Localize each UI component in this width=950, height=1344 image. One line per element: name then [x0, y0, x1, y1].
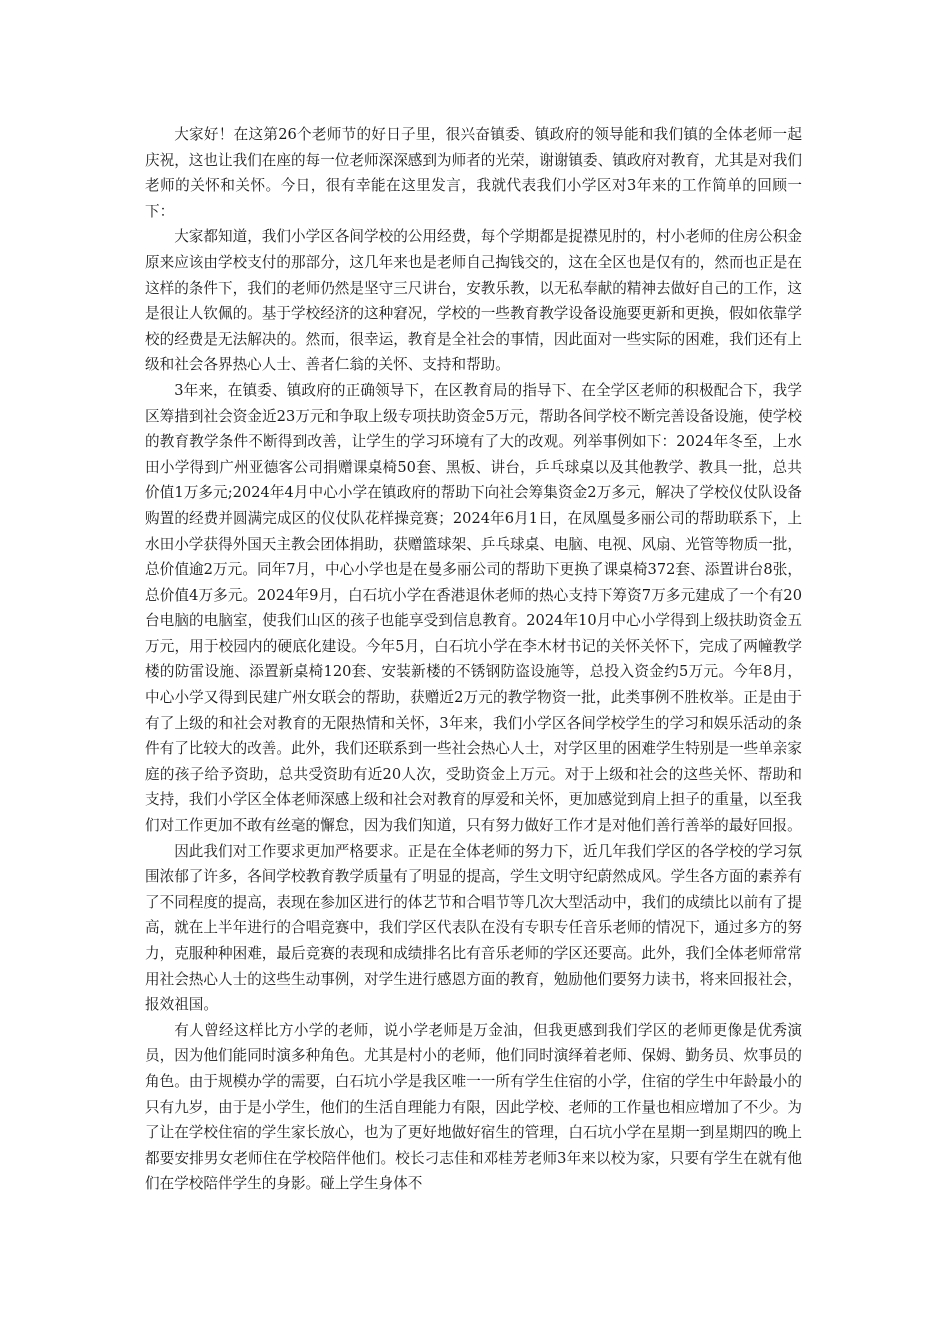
- paragraph-teacher-roles: 有人曾经这样比方小学的老师，说小学老师是万金油，但我更感到我们学区的老师更像是优秀演员，因为他们能同时演多种角色。尤其是村小的老师，他们同时演绎着老师、保姆、勤务员、炊事员的角色。由于规模办学的需要，白石坑小学是我区唯一一所有学生住宿的小学，住宿的学生中年龄最小的只有九岁，由于是小学生，他们的生活自理能力有限，因此学校、老师的工作量也相应增加了不少。为了让在学校住宿的学生家长放心，也为了更好地做好宿生的管理，白石坑小学在星期一到星期四的晚上都要安排男女老师住在学校陪伴他们。校长刁志佳和邓桂芳老师3年来以校为家，只要有学生在就有他们在学校陪伴学生的身影。碰上学生身体不: [145, 1021, 802, 1193]
- paragraph-quality-improvement: 因此我们对工作要求更加严格要求。正是在全体老师的努力下，近几年我们学区的各学校的学习氛围浓郁了许多，各间学校教育教学质量有了明显的提高，学生文明守纪蔚然成风。学生各方面的素养有了不同程度的提高，表现在参加区进行的体艺节和合唱节等几次大型活动中，我们的成绩比以前有了提高，就在上半年进行的合唱竞赛中，我们学区代表队在没有专职专任音乐老师的情况下，通过多方的努力，克服种种困难，最后竞赛的表现和成绩排名比有音乐老师的学区还要高。此外，我们全体老师常常用社会热心人士的这些生动事例，对学生进行感恩方面的教育，勉励他们要努力读书，将来回报社会，报效祖国。: [145, 842, 802, 1014]
- document-body: [145, 122, 802, 1197]
- paragraph-donations-list: 3年来，在镇委、镇政府的正确领导下，在区教育局的指导下、在全学区老师的积极配合下，我学区筹措到社会资金近23万元和争取上级专项扶助资金5万元，帮助各间学校不断完善设备设施，使学校的教育教学条件不断得到改善，让学生的学习环境有了大的改观。列举事例如下：2024年冬至，上水田小学得到广州亚德客公司捐赠课桌椅50套、黑板、讲台，乒乓球桌以及其他教学、教具一批，总共价值1万多元;2024年4月中心小学在镇政府的帮助下向社会筹集资金2万多元，解决了学校仪仗队设备购置的经费并圆满完成区的仪仗队花样操竞赛；2024年6月1日，在凤凰曼多丽公司的帮助联系下，上水田小学获得外国天主教会团体捐助，获赠篮球架、乒乓球桌、电脑、电视、风扇、光管等物质一批，总价值逾2万元。同年7月，中心小学也是在曼多丽公司的帮助下更换了课桌椅372套、添置讲台8张，总价值4万多元。2024年9月，白石坑小学在香港退休老师的热心支持下筹资7万多元建成了一个有20台电脑的电脑室，使我们山区的孩子也能享受到信息教育。2024年10月中心小学得到上级扶助资金五万元，用于校园内的硬底化建设。今年5月，白石坑小学在李木材书记的关怀关怀下，完成了两幢教学楼的防雷设施、添置新桌椅120套、安装新楼的不锈钢防盗设施等，总投入资金约5万元。今年8月，中心小学又得到民建广州女联会的帮助，获赠近2万元的教学物资一批，此类事例不胜枚举。正是由于有了上级的和社会对教育的无限热情和关怀，3年来，我们小学区各间学校学生的学习和娱乐活动的条件有了比较大的改善。此外，我们还联系到一些社会热心人士，对学区里的困难学生特别是一些单亲家庭的孩子给予资助，总共受资助有近20人次，受助资金上万元。对于上级和社会的这些关怀、帮助和支持，我们小学区全体老师深感上级和社会对教育的厚爱和关怀，更加感觉到肩上担子的重量，以至我们对工作更加不敢有丝毫的懈怠，因为我们知道，只有努力做好工作才是对他们善行善举的最好回报。: [145, 381, 802, 835]
- paragraph-greeting: 大家好！在这第26个老师节的好日子里，很兴奋镇委、镇政府的领导能和我们镇的全体老师一起庆祝，这也让我们在座的每一位老师深深感到为师者的光荣，谢谢镇委、镇政府对教育，尤其是对我们老师的关怀和关怀。今日，很有幸能在这里发言，我就代表我们小学区对3年来的工作简单的回顾一下：: [145, 126, 802, 220]
- paragraph-funding-difficulty: 大家都知道，我们小学区各间学校的公用经费，每个学期都是捉襟见肘的，村小老师的住房公积金原来应该由学校支付的那部分，这几年来也是老师自己掏钱交的，这在全区也是仅有的，然而也正是在这样的条件下，我们的老师仍然是坚守三尺讲台，安教乐教，以无私奉献的精神去做好自己的工作，这是很让人钦佩的。基于学校经济的这种窘况，学校的一些教育教学设备设施要更新和更换，假如依靠学校的经费是无法解决的。然而，很幸运，教育是全社会的事情，因此面对一些实际的困难，我们还有上级和社会各界热心人士、善者仁翁的关怀、支持和帮助。: [145, 228, 802, 374]
